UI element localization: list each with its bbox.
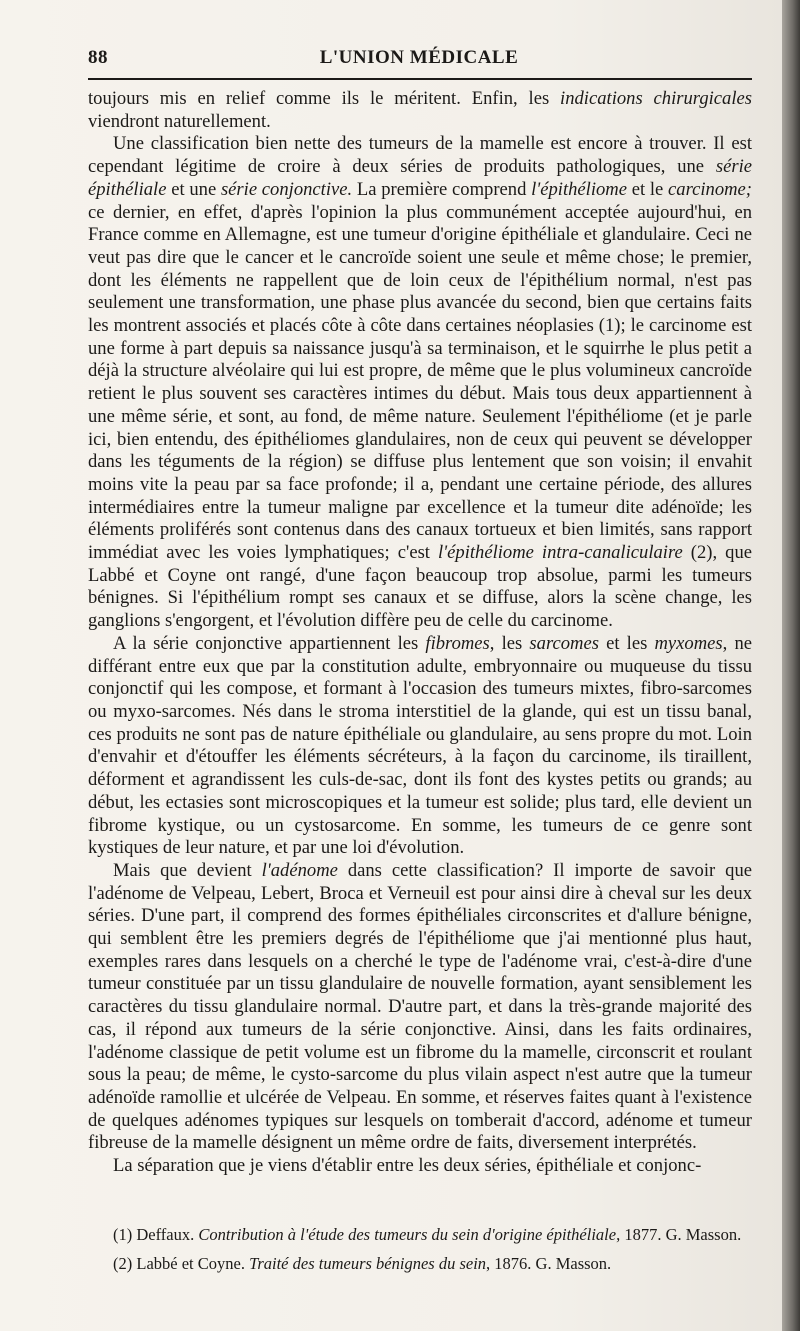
italic-run: myxomes bbox=[654, 632, 723, 654]
text-run: La séparation que je viens d'établir entre les deux séries, épithéliale et conjonc- bbox=[113, 1155, 702, 1177]
text-run: ce dernier, en effet, d'après l'opinion la plus communément acceptée aujourd'hui, en France comme en Allemagne, est une tumeur d'origine épithéliale et glandulaire. Ceci ne veut pas dire que le cancer et le cancroïde soient une seule et même chose; le premier, dont les éléments ne rappellent que de loin ceux de l'épithélium normal, n'est pas seulement une transformation, une phase plus avancée du second, bien que certains faits les montrent associés et placés côte à côte dans certaines néoplasies (1); le carcinome est une forme à part depuis sa naissance jusqu'à sa terminaison, et le squirrhe le plus petit a déjà la structure alvéolaire qui lui est propre, de même que le plus volumineux cancroïde retient le plus souvent ses caractères intimes du début. Mais tous deux appartiennent à une même série, et sont, au fond, de même nature. Seulement l'épithéliome (et je parle ici, bien entendu, des épithéliomes glandulaires, non de ceux qui peuvent se développer dans les téguments de la région) se diffuse plus lentement que son voisin; il envahit moins vite la peau par sa face profonde; il a, pendant une certaine période, des allures intermédiaires entre la tumeur maligne par excellence et la tumeur dite adénoïde; les éléments proliférés sont contenus dans des canaux tortueux et bien limités, sans rapport immédiat avec les voies lymphatiques; c'est bbox=[88, 201, 752, 564]
text-run: viendront naturellement. bbox=[88, 110, 271, 132]
header-rule bbox=[88, 78, 752, 80]
body-text bbox=[88, 88, 752, 1178]
text-run: (2), que Labbé et Coyne ont rangé, d'une façon beaucoup trop absolue, parmi les tumeurs bénignes. Si l'épithélium rompt ses canaux et se diffuse, alors la scène change, les ganglions s'engorgent, et l'évolution diffère peu de celle du carcinome. bbox=[88, 542, 752, 632]
footnote-2 bbox=[88, 1253, 752, 1274]
italic-run: série épithéliale bbox=[88, 156, 752, 200]
footnote-text: (2) Labbé et Coyne. bbox=[113, 1254, 250, 1273]
text-run: et les bbox=[598, 632, 655, 654]
text-run: La première comprend bbox=[352, 178, 532, 200]
paragraph-3 bbox=[88, 633, 752, 860]
paragraph-1 bbox=[88, 88, 752, 133]
text-run: et le bbox=[626, 178, 669, 200]
text-run: Une classification bien nette des tumeurs de la mamelle est encore à trouver. Il est cependant légitime de croire à deux séries de produits pathologiques, une bbox=[88, 133, 752, 178]
text-run: et une bbox=[166, 178, 221, 200]
page-number: 88 bbox=[88, 47, 108, 68]
text-run: , les bbox=[489, 632, 530, 654]
paragraph-2 bbox=[88, 133, 752, 632]
text-run: dans cette classification? Il importe de savoir que l'adénome de Velpeau, Lebert, Broca et Verneuil est pour ainsi dire à cheval sur les deux séries. D'une part, il comprend des formes épithéliales circonscrites et d'allure bénigne, qui semblent être les premiers degrés de l'épithéliome que j'ai mentionné plus haut, exemples rares dans lesquels on a cherché le type de l'adénome vrai, c'est-à-dire d'une tumeur constituée par un tissu glandulaire de nouvelle formation, ayant sensiblement les caractères du tissu glandulaire normal. D'autre part, et dans la très-grande majorité des cas, il répond aux tumeurs de la série conjonctive. Ainsi, dans les faits ordinaires, l'adénome classique de petit volume est un fibrome du la mamelle, circonscrit et roulant sous la peau; de même, le cysto-sarcome du plus vilain aspect n'est autre que la tumeur adénoïde ramollie et ulcérée de Velpeau. En somme, et réserves faites quant à l'existence de quelques adénomes typiques sur lesquels on tomberait d'accord, adénome et tumeur fibreuse de la mamelle désignent un même ordre de faits, diversement interprétés. bbox=[88, 859, 752, 1154]
paragraph-5 bbox=[88, 1155, 752, 1178]
paragraph-4 bbox=[88, 860, 752, 1155]
italic-run: série conjonctive. bbox=[220, 178, 353, 200]
text-run: , ne différant entre eux que par la constitution adulte, embryonnaire ou muqueuse du tissu conjonctif qui les compose, et formant à l'occasion des tumeurs mixtes, fibro-sarcomes ou myxo-sarcomes. Nés dans le stroma interstitiel de la glande, qui est un tissu banal, ces produits ne sont pas de nature épithéliale ou glandulaire, au sens propre du mot. Loin d'envahir et d'étouffer les éléments sécréteurs, à la façon du carcinome, ils tiraillent, déforment et agrandissent les culs-de-sac, dont ils font des kystes petits ou grands; au début, les ectasies sont microscopiques et la tumeur est solide; plus tard, elle devient un fibrome kystique, ou un cystosarcome. En somme, les tumeurs de ce genre sont kystiques de leur nature, et par une loi d'évolution. bbox=[88, 632, 752, 859]
footnote-text: , 1876. G. Masson. bbox=[486, 1254, 612, 1273]
running-title: L'UNION MÉDICALE bbox=[319, 47, 519, 68]
italic-run: indications chirurgicales bbox=[560, 88, 752, 109]
italic-run: l'adénome bbox=[261, 859, 338, 881]
footnote-text: (1) Deffaux. bbox=[113, 1225, 199, 1244]
text-run: toujours mis en relief comme ils le méritent. Enfin, les bbox=[88, 88, 561, 109]
italic-run: l'épithéliome intra-canaliculaire bbox=[438, 542, 683, 564]
footnote-1 bbox=[88, 1224, 752, 1245]
footnote-text: , 1877. G. Masson. bbox=[616, 1225, 742, 1244]
italic-run: sarcomes bbox=[529, 632, 599, 654]
text-run: A la série conjonctive appartiennent les bbox=[113, 632, 426, 654]
footnote-title: Contribution à l'étude des tumeurs du sein d'origine épithéliale bbox=[198, 1225, 617, 1244]
text-run: Mais que devient bbox=[113, 859, 262, 881]
footnote-title: Traité des tumeurs bénignes du sein bbox=[249, 1254, 487, 1273]
italic-run: fibromes bbox=[425, 632, 490, 654]
italic-run: carcinome; bbox=[668, 178, 752, 200]
book-spine-edge bbox=[782, 0, 800, 1331]
footnotes bbox=[88, 1224, 752, 1282]
page-header bbox=[88, 44, 750, 74]
italic-run: l'épithéliome bbox=[531, 178, 627, 200]
